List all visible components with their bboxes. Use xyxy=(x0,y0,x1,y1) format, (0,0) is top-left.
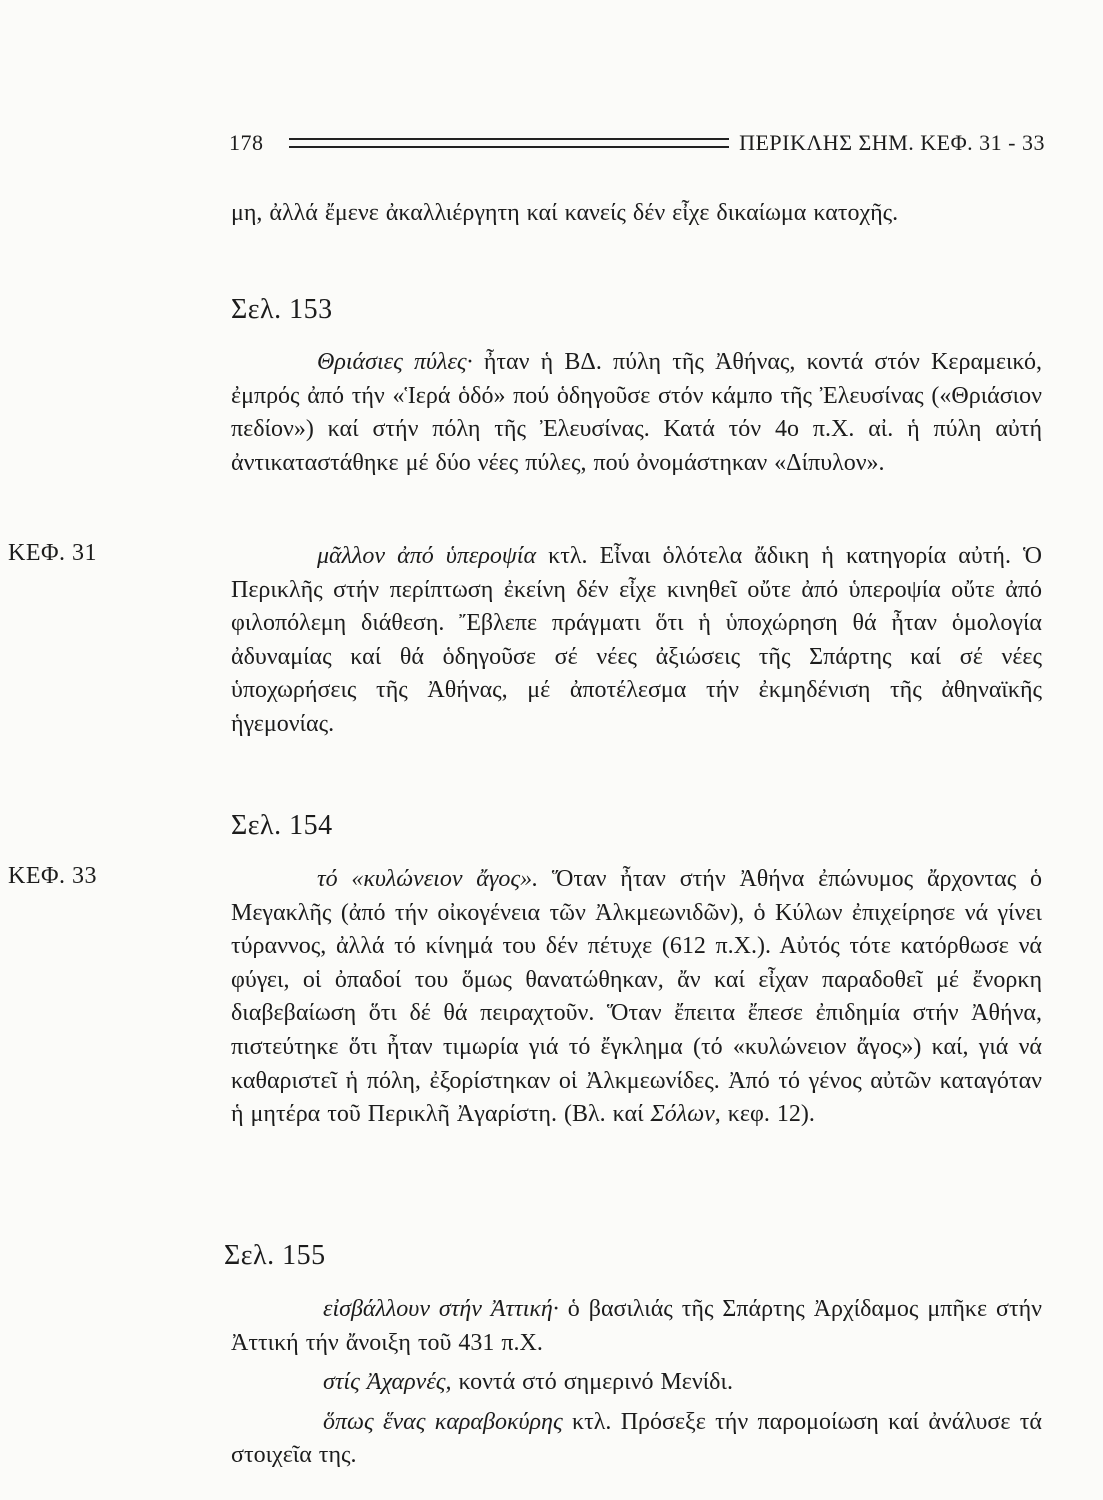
note-lemma: τό «κυλώνειον ἄγος». xyxy=(317,866,539,892)
page-header xyxy=(229,126,1045,160)
note-text: ὁ βασιλιάς τῆς Σπάρτης Ἀρχίδαμος μπῆκε στήν Ἀττική τήν ἄνοιξη τοῦ 431 π.Χ. xyxy=(231,1296,1042,1356)
section-heading-154: Σελ. 154 xyxy=(231,810,333,841)
note-mallon xyxy=(231,540,1042,742)
note-text: κτλ. Εἶναι ὁλότελα ἄδικη ἡ κατηγορία αὐτή. Ὁ Περικλῆς στήν περίπτωση ἐκείνη δέν εἶχε κινηθεῖ οὔτε ἀπό ὑπεροψία οὔτε ἀπό φιλοπόλεμη διάθεση. Ἔβλεπε πράγματι ὅτι ἡ ὑποχώρηση θά ἦταν ὁμολογία ἀδυναμίας καί θά ὁδηγοῦσε σέ νέες ἀξιώσεις τῆς Σπάρτης καί σέ νέες ὑποχωρήσεις τῆς Ἀθήνας, μέ ἀποτέλεσμα τήν ἐκμηδένιση τῆς ἀθηναϊκῆς ἡγεμονίας. xyxy=(231,543,1042,737)
note-lemma: μᾶλλον ἀπό ὑπεροψία xyxy=(317,543,537,569)
page-number: 178 xyxy=(229,130,264,155)
section-heading-153: Σελ. 153 xyxy=(231,294,333,325)
section-155-notes xyxy=(231,1293,1042,1473)
note-lemma: εἰσβάλλουν στήν Ἀττική· xyxy=(323,1296,559,1322)
note-text: κτλ. Πρόσεξε τήν παρομοίωση καί ἀνάλυσε τά στοιχεῖα της. xyxy=(231,1408,1042,1469)
reference-tail: , κεφ. 12). xyxy=(714,1101,815,1128)
note-text: Ὅταν ἦταν στήν Ἀθήνα ἐπώνυμος ἄρχοντας ὁ Μεγακλῆς (ἀπό τήν οἰκογένεια τῶν Ἀλκμεωνιδῶν), ὁ Κύλων ἐπιχείρησε νά γίνει τύραννος, ἀλλά τό κίνημά του δέν πέτυχε (612 π.Χ.). Αὐτός τότε κατόρθωσε νά φύγει, οἱ ὀπαδοί του ὅμως θανατώθηκαν, ἄν καί εἶχαν παραδοθεῖ μέ ἔνορκη διαβεβαίωση ὅτι δέ θά πειραχτοῦν. Ὅταν ἔπειτα ἔπεσε ἐπιδημία στήν Ἀθήνα, πιστεύτηκε ὅτι ἦταν τιμωρία γιά τό ἔγκλημα (τό «κυλώνειον ἄγος») καί, γιά νά καθαριστεῖ ἡ πόλη, ἐξορίστηκαν οἱ Ἀλκμεωνίδες. Ἀπό τό γένος αὐτῶν καταγόταν ἡ μητέρα τοῦ Περικλῆ Ἀγαρίστη. (Βλ. καί xyxy=(231,866,1042,1128)
note-text: κοντά στό σημερινό Μενίδι. xyxy=(451,1369,733,1396)
running-title: ΠΕΡΙΚΛΗΣ ΣΗΜ. ΚΕΦ. 31 - 33 xyxy=(739,130,1045,155)
note-thriasies xyxy=(231,346,1042,480)
section-heading-155: Σελ. 155 xyxy=(224,1240,326,1271)
note-lemma: στίς Ἀχαρνές, xyxy=(323,1369,452,1396)
continuation-text: μη, ἀλλά ἔμενε ἀκαλλιέργητη καί κανείς δέν εἶχε δικαίωμα κατοχῆς. xyxy=(231,200,899,226)
continuation-paragraph xyxy=(231,197,1042,231)
margin-note-kef31: ΚΕΦ. 31 xyxy=(8,540,98,566)
note-lemma: Θριάσιες πύλες· xyxy=(317,349,473,375)
margin-note-kef33: ΚΕΦ. 33 xyxy=(8,863,98,889)
reference-solon: Σόλων xyxy=(650,1101,715,1128)
header-double-rule xyxy=(289,138,729,148)
note-kyloneion xyxy=(231,863,1042,1132)
note-lemma: ὅπως ἕνας καραβοκύρης xyxy=(323,1408,563,1435)
note-text: ἦταν ἡ ΒΔ. πύλη τῆς Ἀθήνας, κοντά στόν Κεραμεικό, ἐμπρός ἀπό τήν «Ἱερά ὁδό» πού ὁδηγοῦσε στόν κάμπο τῆς Ἐλευσίνας («Θριάσιον πεδίον») καί στήν πόλη τῆς Ἐλευσίνας. Κατά τόν 4ο π.Χ. αἰ. ἡ πύλη αὐτή ἀντικαταστάθηκε μέ δύο νέες πύλες, πού ὀνομάστηκαν «Δίπυλον». xyxy=(231,349,1042,476)
